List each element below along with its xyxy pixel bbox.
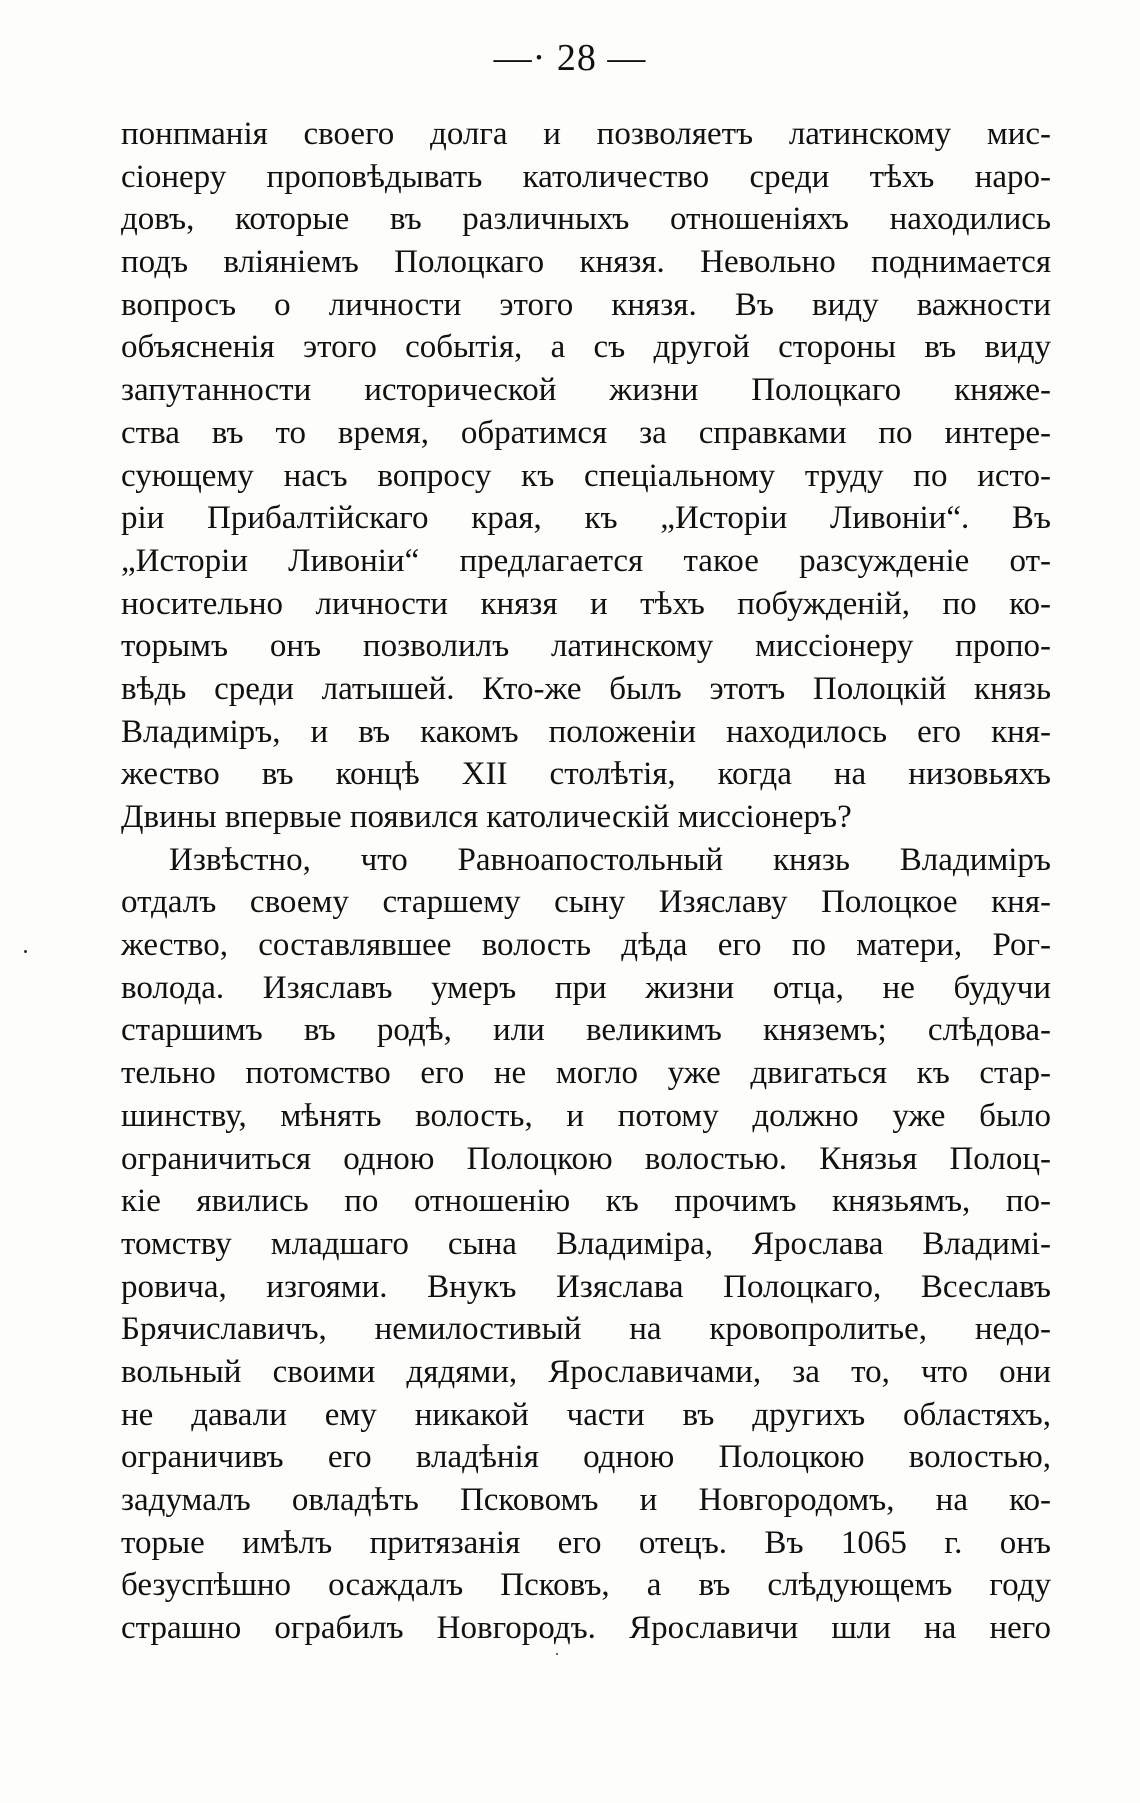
text-line: шинству, мѣнять волость, и потому должно уже было	[121, 1097, 1051, 1134]
text-line: носительно личности князя и тѣхъ побужденій, по ко-	[121, 585, 1051, 622]
paragraph-2	[121, 839, 1051, 1650]
text-line: отдалъ своему старшему сыну Изяславу Полоцкое кня-	[121, 884, 1051, 921]
text-line: Брячиславичъ, немилостивый на кровопролитье, недо-	[121, 1311, 1051, 1348]
text-line: торымъ онъ позволилъ латинскому миссіонеру пропо-	[121, 628, 1051, 665]
text-line: страшно ограбилъ Новгородъ. Ярославичи шли на него	[121, 1610, 1051, 1647]
text-line: подъ вліяніемъ Полоцкаго князя. Невольно поднимается	[121, 244, 1051, 281]
text-line: „Исторіи Ливоніи“ предлагается такое разсужденіе от-	[121, 542, 1051, 579]
text-line: Владиміръ, и въ какомъ положеніи находилось его кня-	[121, 713, 1051, 750]
page-number: —· 28 —	[493, 37, 647, 79]
text-line: сующему насъ вопросу къ спеціальному труду по исто-	[121, 457, 1051, 494]
text-line: Извѣстно, что Равноапостольный князь Владиміръ	[169, 841, 1051, 878]
text-line: волода. Изяславъ умеръ при жизни отца, не будучи	[121, 969, 1051, 1006]
text-line: вольный своими дядями, Ярославичами, за то, что они	[121, 1353, 1051, 1390]
text-line: запутанности исторической жизни Полоцкаго княже-	[121, 372, 1051, 409]
text-line: томству младшаго сына Владиміра, Ярослава Владимі-	[121, 1225, 1051, 1262]
text-line: сіонеру проповѣдывать католичество среди тѣхъ наро-	[121, 158, 1051, 195]
paragraph-1	[121, 113, 1051, 839]
text-line: вѣдь среди латышей. Кто-же былъ этотъ Полоцкій князь	[121, 670, 1051, 707]
text-line: ограничивъ его владѣнія одною Полоцкою волостью,	[121, 1439, 1051, 1476]
text-line: жество, составлявшее волость дѣда его по матери, Рог-	[121, 927, 1051, 964]
text-line: ограничиться одною Полоцкою волостью. Князья Полоц-	[121, 1140, 1051, 1177]
body-text	[121, 113, 1051, 1650]
text-line: ріи Прибалтійскаго края, къ „Исторіи Ливоніи“. Въ	[121, 500, 1051, 537]
text-line: Двины впервые появился католическій миссіонеръ?	[121, 799, 852, 835]
text-line: ровича, изгоями. Внукъ Изяслава Полоцкаго, Всеславъ	[121, 1268, 1051, 1305]
text-line: вопросъ о личности этого князя. Въ виду важности	[121, 286, 1051, 323]
text-line: не давали ему никакой части въ другихъ областяхъ,	[121, 1396, 1051, 1433]
text-line: кіе явились по отношенію къ прочимъ князьямъ, по-	[121, 1183, 1051, 1220]
text-line: понпманія своего долга и позволяетъ латинскому мис-	[121, 116, 1051, 152]
text-line: безуспѣшно осаждалъ Псковъ, а въ слѣдующемъ году	[121, 1567, 1051, 1604]
text-line: довъ, которые въ различныхъ отношеніяхъ находились	[121, 201, 1051, 238]
text-line: жество въ концѣ XII столѣтія, когда на низовьяхъ	[121, 756, 1051, 793]
text-line: ства въ то время, обратимся за справками по интере-	[121, 414, 1051, 451]
paper-speck	[24, 950, 27, 953]
text-line: объясненія этого событія, а съ другой стороны въ виду	[121, 329, 1051, 366]
text-line: тельно потомство его не могло уже двигаться къ стар-	[121, 1055, 1051, 1092]
text-line: задумалъ овладѣть Псковомъ и Новгородомъ, на ко-	[121, 1482, 1051, 1518]
paper-speck	[556, 1653, 558, 1655]
text-line: торые имѣлъ притязанія его отецъ. Въ 1065 г. онъ	[121, 1524, 1051, 1561]
text-line: старшимъ въ родѣ, или великимъ княземъ; слѣдова-	[121, 1012, 1051, 1049]
